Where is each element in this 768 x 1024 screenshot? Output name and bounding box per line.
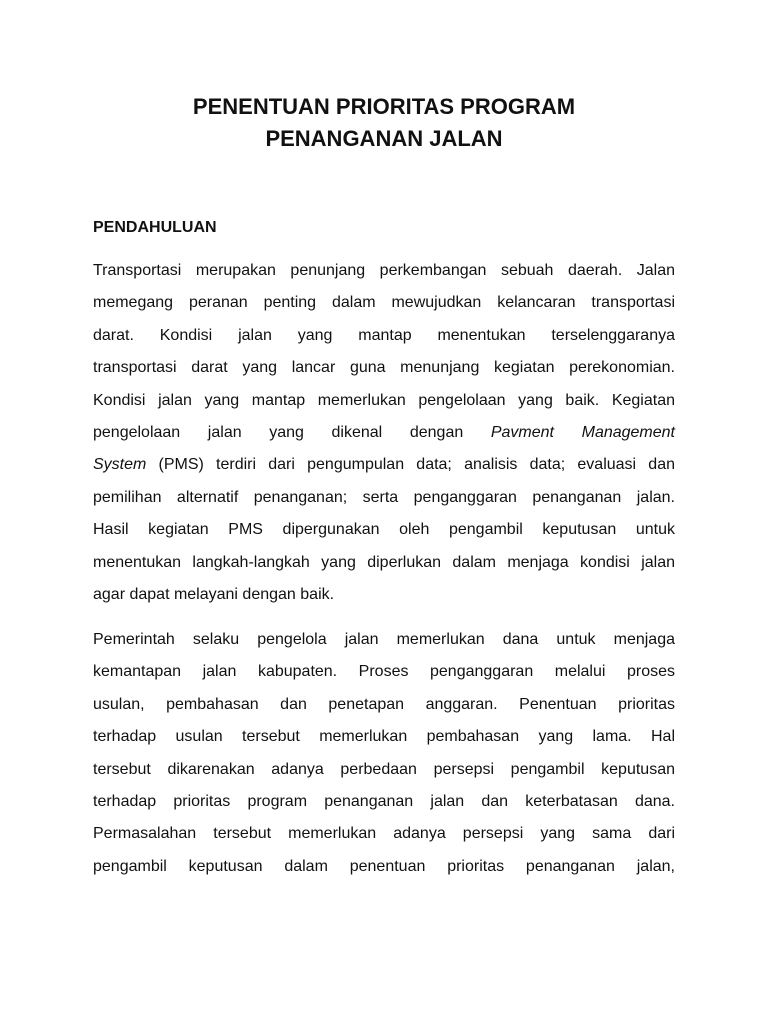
title-line: PENANGANAN JALAN [265,126,503,151]
text-segment: pengelolaan jalan yang dikenal dengan [93,423,491,441]
text-line [93,417,675,449]
text-line: terhadap usulan tersebut memerlukan pembahasan yang lama. Hal [93,728,675,746]
text-line: Kondisi jalan yang mantap memerlukan pengelolaan yang baik. Kegiatan [93,391,675,409]
text-line: pemilihan alternatif penanganan; serta penganggaran penanganan jalan. [93,488,675,506]
text-line: darat. Kondisi jalan yang mantap menentukan terselenggaranya [93,326,675,344]
text-line: pengambil keputusan dalam penentuan prioritas penanganan jalan, [93,857,675,875]
section-heading: PENDAHULUAN [93,219,217,236]
text-line: Pemerintah selaku pengelola jalan memerlukan dana untuk menjaga [93,631,675,648]
text-line: kemantapan jalan kabupaten. Proses penganggaran melalui proses [93,663,675,681]
document-title [0,91,768,155]
text-line: usulan, pembahasan dan penetapan anggaran. Penentuan prioritas [93,695,675,713]
text-line: terhadap prioritas program penanganan jalan dan keterbatasan dana. [93,792,675,810]
italic-term: System [93,456,147,474]
text-line: Hasil kegiatan PMS dipergunakan oleh pengambil keputusan untuk [93,521,675,539]
text-line: menentukan langkah-langkah yang diperlukan dalam menjaga kondisi jalan [93,553,675,571]
paragraph-intro [93,255,675,611]
text-line: Transportasi merupakan penunjang perkembangan sebuah daerah. Jalan [93,262,675,279]
text-line: agar dapat melayani dengan baik. [93,585,335,603]
text-line [93,449,675,481]
title-line: PENENTUAN PRIORITAS PROGRAM [192,94,576,119]
paragraph-body [93,624,675,883]
text-line: tersebut dikarenakan adanya perbedaan persepsi pengambil keputusan [93,760,675,778]
text-segment: (PMS) terdiri dari pengumpulan data; analisis data; evaluasi dan [146,456,675,474]
text-line: Permasalahan tersebut memerlukan adanya persepsi yang sama dari [93,825,675,843]
text-line: transportasi darat yang lancar guna menunjang kegiatan perekonomian. [93,359,675,377]
italic-term: Pavment Management [490,423,676,441]
text-line: memegang peranan penting dalam mewujudkan kelancaran transportasi [93,294,675,312]
